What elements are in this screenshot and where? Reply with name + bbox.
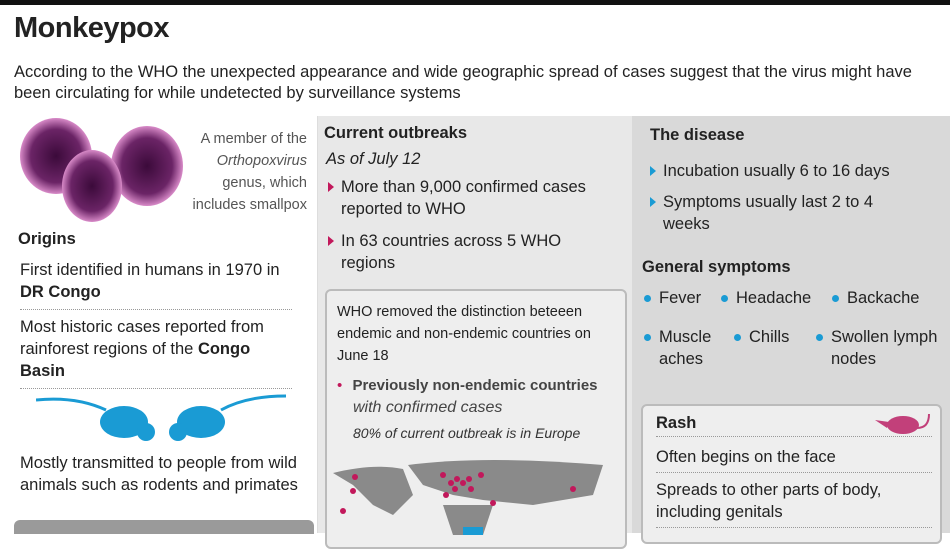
top-bar [0, 0, 950, 5]
world-map [333, 455, 623, 535]
rash-item: Spreads to other parts of body, including genitals [656, 479, 932, 528]
legend-bold: Previously non-endemic countries [352, 377, 598, 394]
bullet-icon [328, 182, 334, 192]
bullet-dot-icon [644, 334, 651, 341]
bullet-text: More than 9,000 confirmed cases reported to WHO [341, 178, 586, 218]
item-text: First identified in humans in 1970 in [20, 261, 280, 279]
outbreak-bullet [328, 176, 618, 220]
symptom-item [721, 287, 811, 309]
who-note: WHO removed the distinction beteeen endemic and non-endemic countries on June 18 [337, 304, 591, 364]
bullet-icon [650, 166, 656, 176]
symptom-item [734, 326, 789, 348]
item-bold: DR Congo [20, 283, 101, 301]
bullet-dot-icon [644, 295, 651, 302]
bullet-text: Symptoms usually last 2 to 4 weeks [663, 193, 874, 233]
symptom-item [644, 287, 701, 309]
subtitle: According to the WHO the unexpected appearance and wide geographic spread of cases suggest that the virus might have been circulating for while undetected by surveillance systems [14, 63, 912, 102]
rash-item: Often begins on the face [656, 446, 932, 473]
virus-caption [147, 128, 307, 216]
caption-genus: Orthopoxvirus [216, 153, 307, 169]
symptom-text: Swollen lymph nodes [831, 328, 938, 368]
legend-italic: with confirmed cases [353, 399, 503, 416]
outbreaks-column [318, 116, 632, 533]
rash-box [641, 404, 942, 544]
bullet-icon [328, 236, 334, 246]
disease-bullet [650, 191, 880, 235]
map-legend [337, 375, 627, 419]
caption-line: includes smallpox [192, 197, 307, 213]
symptom-item [832, 287, 919, 309]
microscope-image [14, 520, 314, 534]
outbreak-bullet [328, 230, 618, 274]
legend-dot-icon: • [337, 377, 343, 394]
caption-line: A member of the [200, 131, 307, 147]
disease-bullet [650, 160, 940, 182]
rash-heading: Rash [656, 414, 932, 437]
outbreaks-heading: Current outbreaks [324, 124, 468, 142]
bullet-text: In 63 countries across 5 WHO regions [341, 232, 562, 272]
page-title: Monkeypox [14, 12, 170, 44]
symptom-text: Muscle aches [659, 328, 712, 368]
symptom-item [816, 326, 946, 370]
bullet-icon [650, 197, 656, 207]
origins-column [0, 116, 318, 533]
outbreaks-date: As of July 12 [326, 150, 421, 168]
symptom-text: Fever [659, 289, 702, 307]
caption-line: genus, which [222, 175, 307, 191]
origins-heading: Origins [18, 230, 76, 248]
disease-column [632, 116, 950, 533]
symptom-item [644, 326, 724, 370]
rodent-icon [873, 410, 933, 436]
symptoms-heading: General symptoms [642, 258, 791, 276]
symptom-text: Chills [749, 328, 790, 346]
bullet-dot-icon [816, 334, 823, 341]
origins-item [20, 316, 292, 389]
origins-item: Mostly transmitted to people from wild animals such as rodents and primates [20, 454, 298, 494]
bullet-dot-icon [832, 295, 839, 302]
rodents-icon [36, 392, 286, 448]
bullet-dot-icon [734, 334, 741, 341]
symptom-text: Headache [736, 289, 812, 307]
bullet-dot-icon [721, 295, 728, 302]
disease-heading: The disease [650, 126, 745, 144]
symptom-text: Backache [847, 289, 920, 307]
item-bold: Congo Basin [20, 340, 251, 380]
origins-item [20, 259, 292, 310]
europe-note: 80% of current outbreak is in Europe [353, 425, 581, 441]
bullet-text: Incubation usually 6 to 16 days [663, 162, 890, 180]
item-text: Most historic cases reported from rainforest regions of the [20, 318, 264, 358]
who-box [325, 289, 627, 549]
